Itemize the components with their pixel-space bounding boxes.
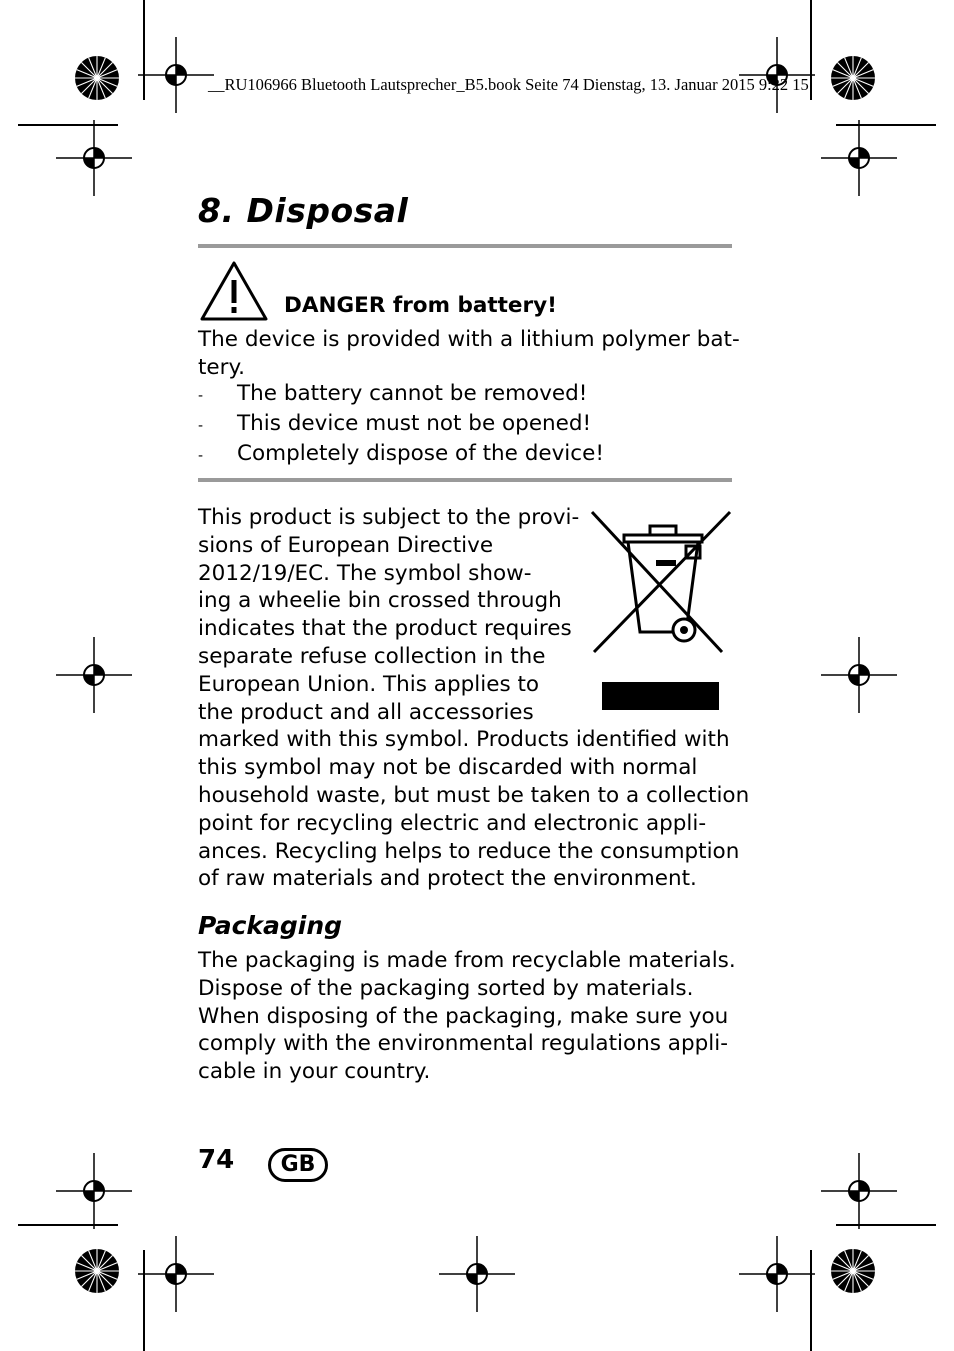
packaging-heading: Packaging <box>198 911 343 940</box>
weee-line: European Union. This applies to <box>198 671 540 697</box>
section-title: 8. Disposal <box>198 191 409 230</box>
packaging-line: cable in your country. <box>198 1059 431 1085</box>
title-rule <box>198 244 732 248</box>
weee-line: of raw materials and protect the environment. <box>198 866 697 892</box>
country-badge: GB <box>268 1148 328 1182</box>
weee-line: this symbol may not be discarded with normal <box>198 755 698 781</box>
warning-line: The device is provided with a lithium polymer bat- <box>198 327 740 352</box>
weee-line: ing a wheelie bin crossed through <box>198 588 562 614</box>
packaging-line: The packaging is made from recyclable materials. <box>198 948 736 973</box>
weee-solid-bar <box>602 682 719 710</box>
warning-title: DANGER from battery! <box>284 293 557 318</box>
crossed-wheelie-bin-icon <box>588 508 734 658</box>
weee-line: marked with this symbol. Products identified with <box>198 727 730 753</box>
bullet-text: Completely dispose of the device! <box>237 441 604 466</box>
weee-line: sions of European Directive <box>198 532 494 558</box>
weee-line: This product is subject to the provi- <box>198 505 580 530</box>
weee-line: ances. Recycling helps to reduce the consumption <box>198 838 740 864</box>
warning-rule <box>198 478 732 482</box>
packaging-line: When disposing of the packaging, make sure you <box>198 1003 729 1029</box>
bullet-dash: - <box>198 418 204 434</box>
weee-line: household waste, but must be taken to a collection <box>198 782 750 808</box>
packaging-line: Dispose of the packaging sorted by materials. <box>198 975 694 1001</box>
bullet-text: The battery cannot be removed! <box>237 381 588 406</box>
weee-line: 2012/19/EC. The symbol show- <box>198 560 532 586</box>
packaging-paragraph <box>198 947 736 1086</box>
weee-line: indicates that the product requires <box>198 616 572 642</box>
warning-triangle-icon <box>199 260 269 322</box>
bullet-dash: - <box>198 388 204 404</box>
packaging-line: comply with the environmental regulations appli- <box>198 1031 728 1057</box>
bullet-dash: - <box>198 448 204 464</box>
warning-text <box>198 326 740 382</box>
weee-line: separate refuse collection in the <box>198 643 546 669</box>
weee-line: the product and all accessories <box>198 699 534 725</box>
file-slug-header: __RU106966 Bluetooth Lautsprecher_B5.book Seite 74 Dienstag, 13. Januar 2015 9:22 15 <box>208 75 809 94</box>
page-number: 74 <box>198 1145 235 1175</box>
weee-line: point for recycling electric and electronic appli- <box>198 810 707 836</box>
bullet-text: This device must not be opened! <box>237 411 592 436</box>
warning-line: tery. <box>198 354 245 380</box>
